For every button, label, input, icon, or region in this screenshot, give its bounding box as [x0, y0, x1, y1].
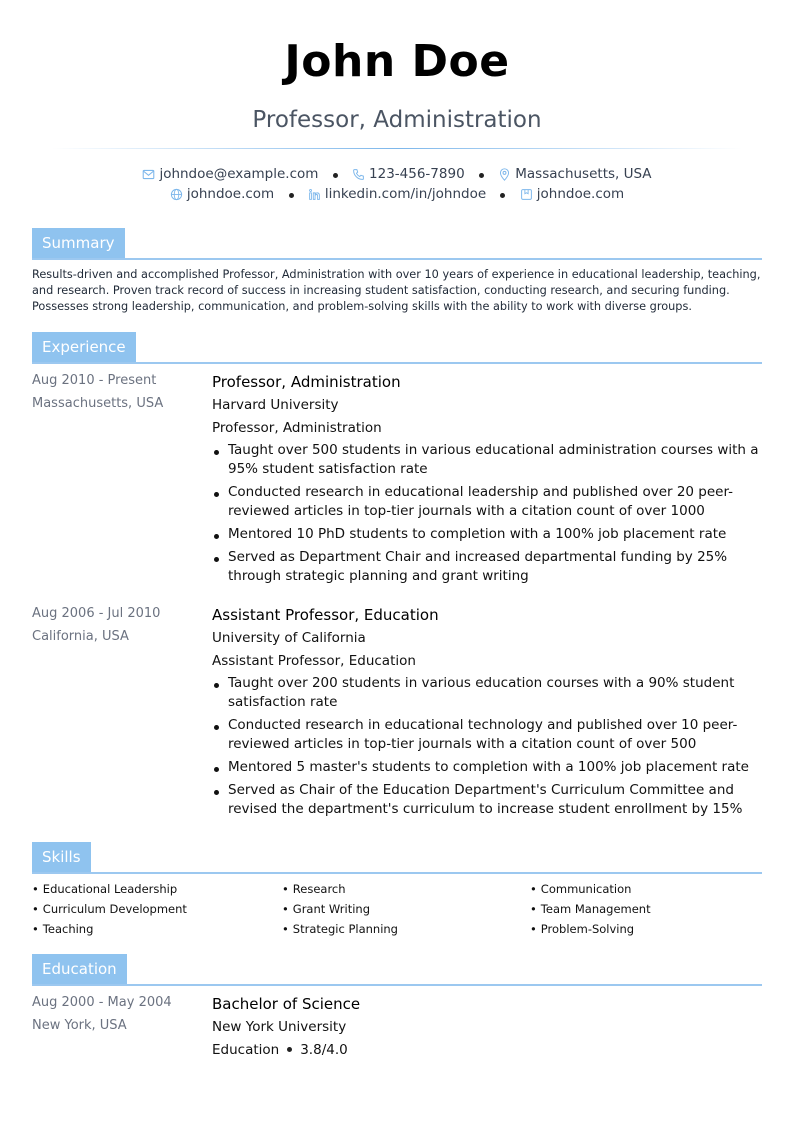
- contact-location: [498, 166, 651, 182]
- separator-dot: [289, 193, 294, 198]
- experience-bullets: [212, 441, 762, 586]
- experience-dates: Aug 2010 - Present: [32, 373, 157, 388]
- education-location: New York, USA: [32, 1018, 127, 1033]
- experience-bullet: Mentored 5 master's students to completion with a 100% job placement rate: [212, 758, 762, 777]
- education-degree: Bachelor of Science: [212, 995, 361, 1013]
- skills-section-header: [32, 842, 762, 874]
- candidate-title: Professor, Administration: [252, 107, 542, 133]
- title-divider: [52, 148, 742, 149]
- experience-bullet: Served as Department Chair and increased departmental funding by 25% through strategic planning and grant writing: [212, 548, 762, 586]
- location-pin-icon: [498, 168, 511, 181]
- candidate-name: John Doe: [284, 36, 510, 87]
- experience-bullets: [212, 674, 762, 819]
- globe-icon: [170, 188, 183, 201]
- summary-heading: Summary: [32, 228, 125, 258]
- mail-icon: [142, 168, 155, 181]
- experience-org: University of California: [212, 630, 366, 646]
- education-dates: Aug 2000 - May 2004: [32, 995, 172, 1010]
- experience-subtitle: Assistant Professor, Education: [212, 653, 416, 669]
- education-gpa: 3.8/4.0: [300, 1042, 348, 1058]
- separator-dot: [500, 193, 505, 198]
- skills-heading: Skills: [32, 842, 91, 872]
- experience-bullet: Served as Chair of the Education Department's Curriculum Committee and revised the department's curriculum to increase student enrollment by 15%: [212, 781, 762, 819]
- contact-phone-text: 123-456-7890: [369, 166, 465, 182]
- experience-location: California, USA: [32, 629, 129, 644]
- contact-row-links: [32, 186, 762, 205]
- contact-portfolio[interactable]: [520, 186, 624, 202]
- education-heading: Education: [32, 954, 127, 984]
- education-details: [212, 993, 762, 1060]
- experience-location: Massachusetts, USA: [32, 396, 164, 411]
- summary-section-header: [32, 228, 762, 260]
- skill-item: • Strategic Planning: [282, 922, 398, 936]
- skill-item: • Curriculum Development: [32, 902, 187, 916]
- skill-item: • Educational Leadership: [32, 882, 177, 896]
- education-field: Education: [212, 1042, 280, 1058]
- contact-portfolio-text: johndoe.com: [536, 186, 625, 202]
- experience-role: Assistant Professor, Education: [212, 606, 439, 624]
- contact-email-text: johndoe@example.com: [159, 166, 319, 182]
- contact-website-text: johndoe.com: [186, 186, 275, 202]
- contact-phone[interactable]: [352, 166, 465, 182]
- skill-item: • Grant Writing: [282, 902, 370, 916]
- contact-location-text: Massachusetts, USA: [515, 166, 652, 182]
- experience-heading: Experience: [32, 332, 136, 362]
- contact-linkedin-text: linkedin.com/in/johndoe: [324, 186, 487, 202]
- skill-item: • Communication: [530, 882, 631, 896]
- experience-details: [212, 371, 762, 590]
- education-section-header: [32, 954, 762, 986]
- experience-meta: [32, 371, 202, 417]
- contact-email[interactable]: [142, 166, 318, 182]
- contact-website[interactable]: [170, 186, 274, 202]
- contact-linkedin[interactable]: [308, 186, 486, 202]
- experience-bullet: Taught over 200 students in various education courses with a 90% student satisfaction rate: [212, 674, 762, 712]
- skill-item: • Research: [282, 882, 346, 896]
- education-meta-line: [212, 1040, 762, 1060]
- experience-dates: Aug 2006 - Jul 2010: [32, 606, 161, 621]
- linkedin-icon: [308, 188, 321, 201]
- skill-item: • Problem-Solving: [530, 922, 634, 936]
- experience-bullet: Conducted research in educational leadership and published over 20 peer-reviewed articles in top-tier journals with a citation count of over 1000: [212, 483, 762, 521]
- contact-row-primary: [32, 166, 762, 185]
- skill-item: • Team Management: [530, 902, 651, 916]
- portfolio-icon: [520, 188, 533, 201]
- experience-bullet: Taught over 500 students in various educational administration courses with a 95% student satisfaction rate: [212, 441, 762, 479]
- experience-details: [212, 604, 762, 823]
- separator-dot: [479, 173, 484, 178]
- separator-dot: [287, 1047, 292, 1052]
- phone-icon: [352, 168, 365, 181]
- separator-dot: [333, 173, 338, 178]
- experience-bullet: Conducted research in educational technology and published over 10 peer-reviewed articles in top-tier journals with a citation count of over 500: [212, 716, 762, 754]
- experience-org: Harvard University: [212, 397, 339, 413]
- education-meta: [32, 993, 202, 1039]
- experience-subtitle: Professor, Administration: [212, 420, 382, 436]
- experience-meta: [32, 604, 202, 650]
- experience-section-header: [32, 332, 762, 364]
- skill-item: • Teaching: [32, 922, 93, 936]
- experience-bullet: Mentored 10 PhD students to completion with a 100% job placement rate: [212, 525, 762, 544]
- experience-role: Professor, Administration: [212, 373, 401, 391]
- education-school: New York University: [212, 1019, 347, 1035]
- summary-text: Results-driven and accomplished Professor, Administration with over 10 years of experience in educational leadership, teaching, and research. Proven track record of success in increasing student satisfaction, conducting research, and securing funding. Possesses strong leadership, communication, and problem-solving skills with the ability to work with diverse groups.: [32, 268, 761, 313]
